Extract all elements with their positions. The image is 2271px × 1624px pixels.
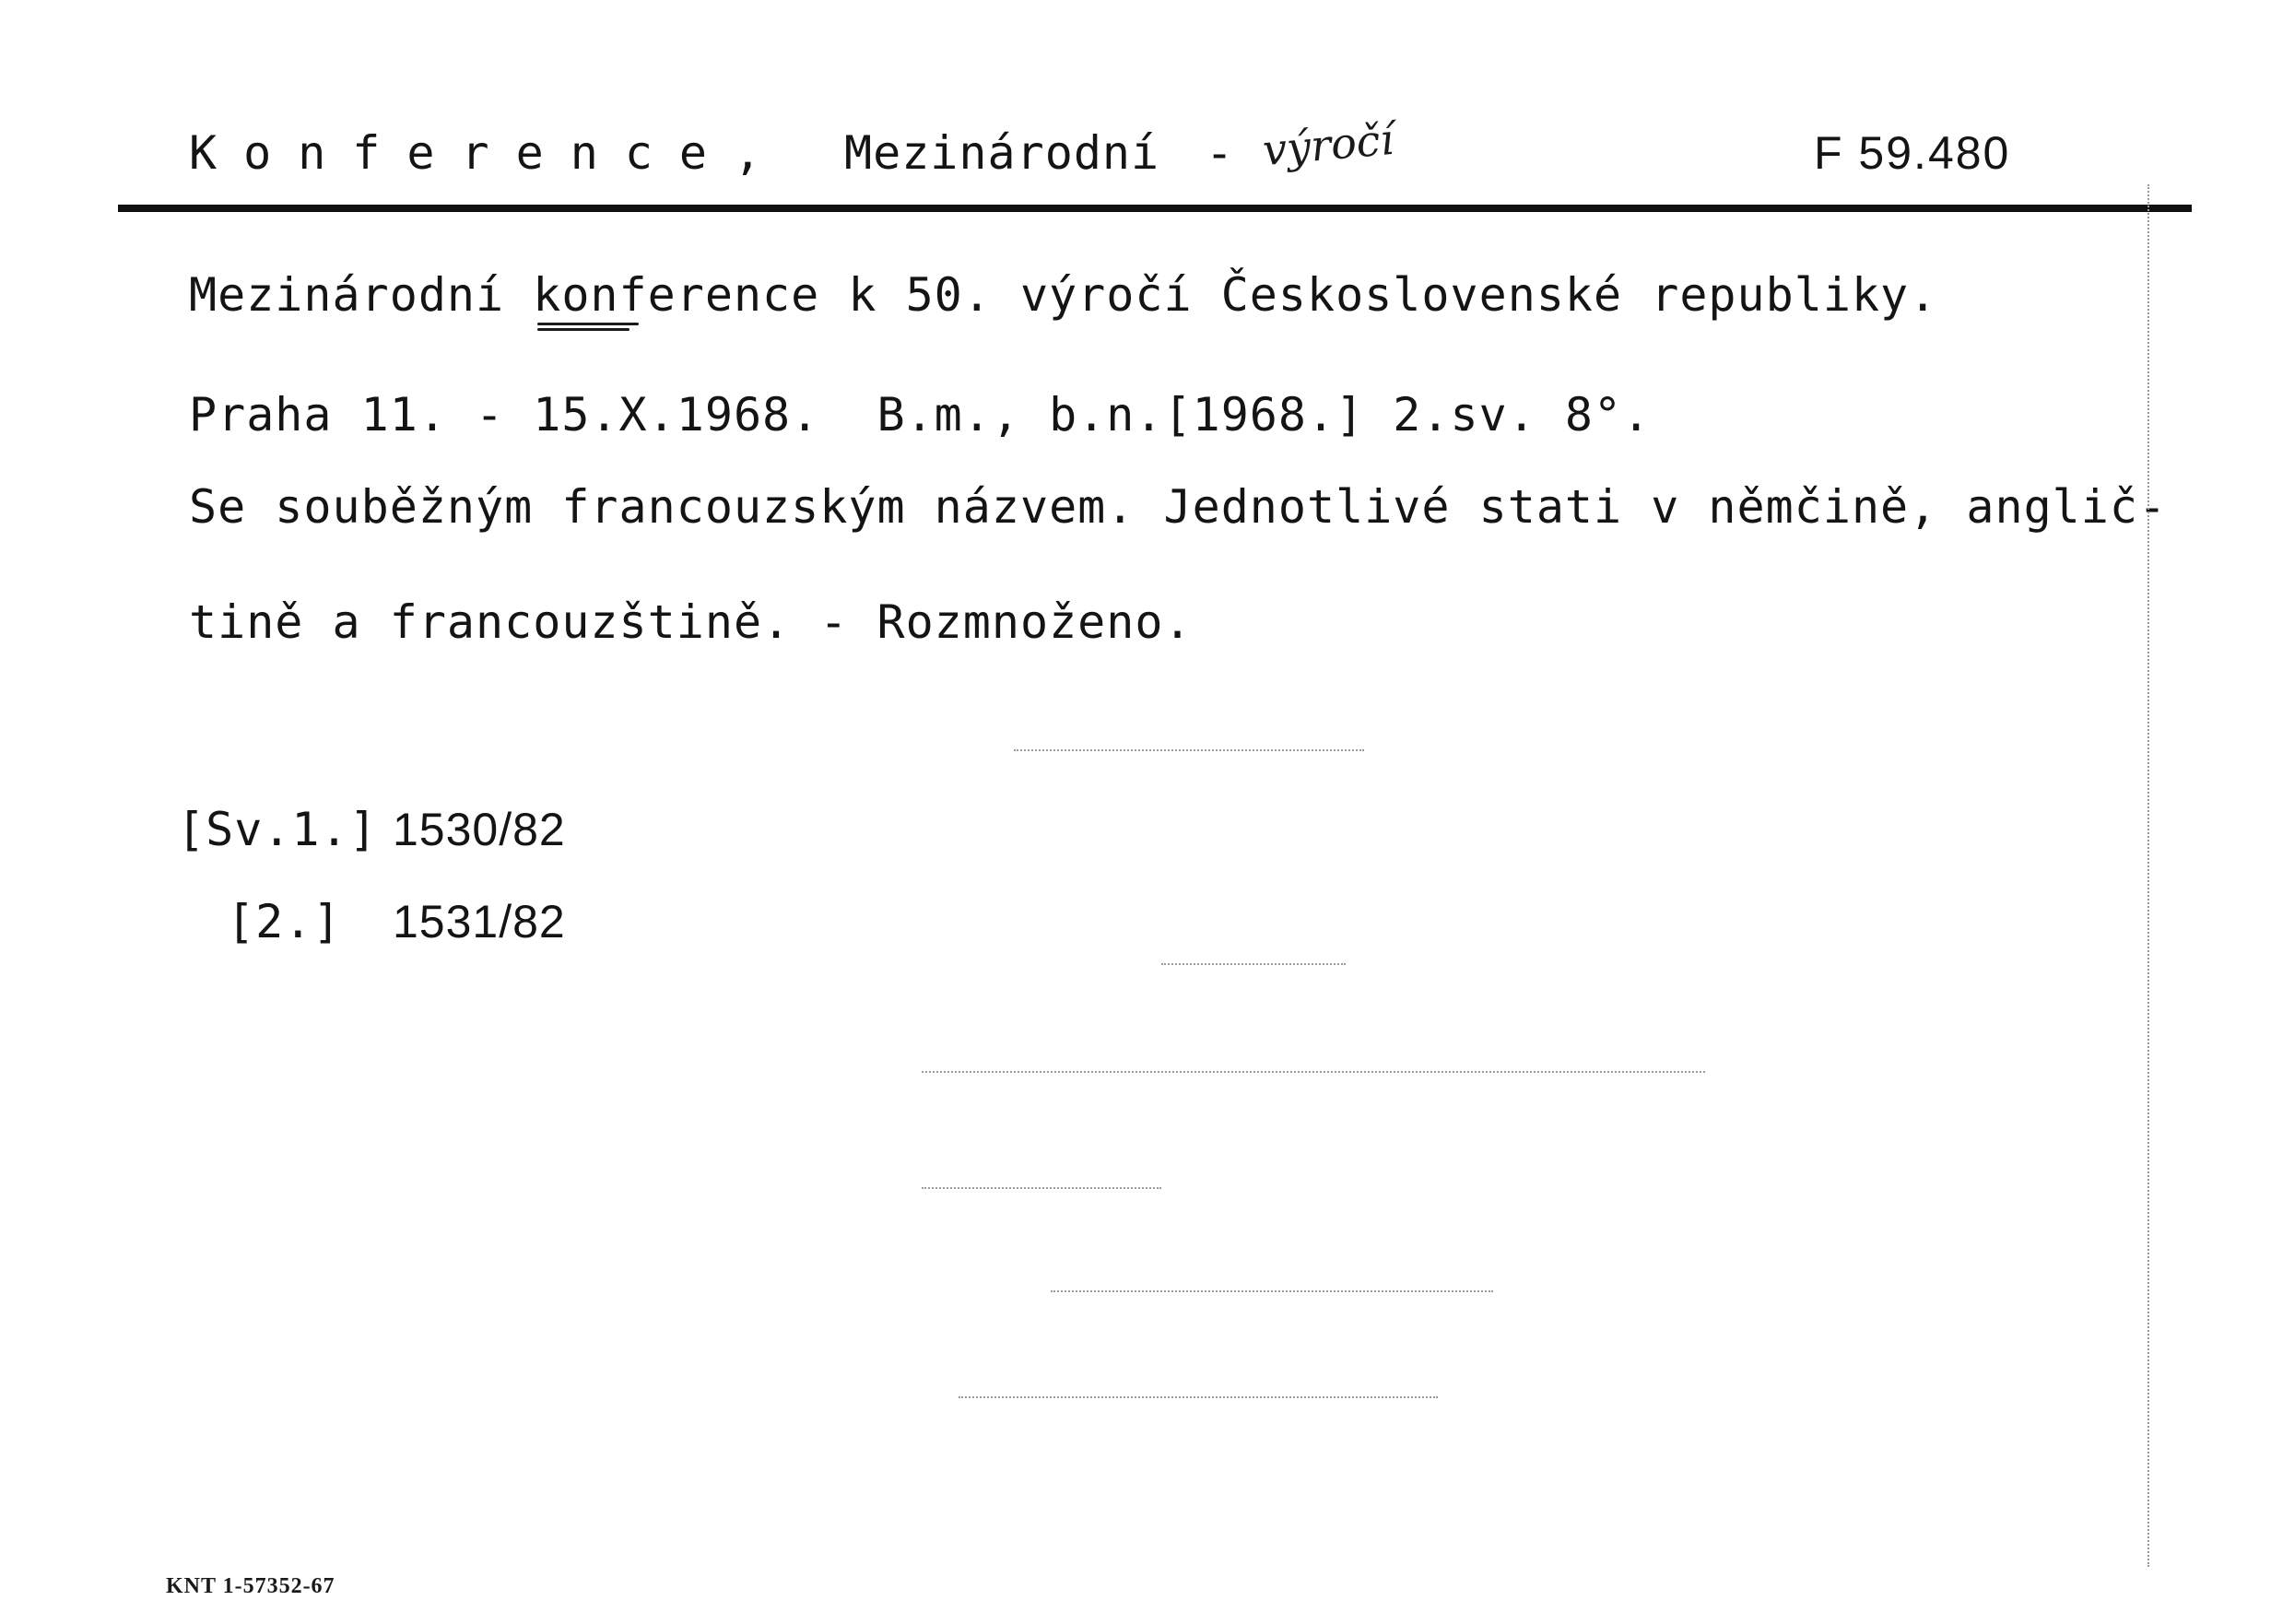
guide-dots	[1161, 963, 1346, 965]
printer-code: KNT 1-57352-67	[166, 1574, 335, 1598]
guide-dots	[922, 1071, 1705, 1073]
guide-dots	[1051, 1290, 1493, 1292]
heading-rule	[118, 205, 2192, 212]
holding-number-2: 1531/82	[393, 896, 566, 947]
keyword-underline-double	[537, 328, 630, 331]
imprint-line: Praha 11. - 15.X.1968. B.m., b.n.[1968.] 2.sv. 8°.	[189, 388, 1652, 441]
title-line: Mezinárodní konference k 50. výročí Československé republiky.	[189, 268, 1938, 322]
holding-number-1: 1530/82	[393, 804, 566, 855]
note-line-2: tině a francouzštině. - Rozmnoženo.	[189, 595, 1193, 649]
guide-dots	[1014, 749, 1364, 751]
keyword-underline	[537, 323, 639, 325]
edge-dots	[2147, 184, 2149, 1567]
heading-dash: -	[1206, 126, 1235, 180]
guide-dots	[922, 1187, 1161, 1189]
holding-volume-1: [Sv.1.]	[177, 803, 378, 856]
heading-subdivision: Mezinárodní	[844, 126, 1160, 180]
shelfmark: F 59.480	[1814, 127, 2011, 179]
holding-volume-2: [2.]	[227, 895, 342, 948]
guide-dots	[959, 1396, 1438, 1398]
handwritten-note: výročí	[1260, 113, 1396, 176]
heading-subject: Konference,	[189, 126, 789, 180]
note-line-1: Se souběžným francouzským názvem. Jednotlivé stati v němčině, anglič-	[189, 480, 2168, 534]
